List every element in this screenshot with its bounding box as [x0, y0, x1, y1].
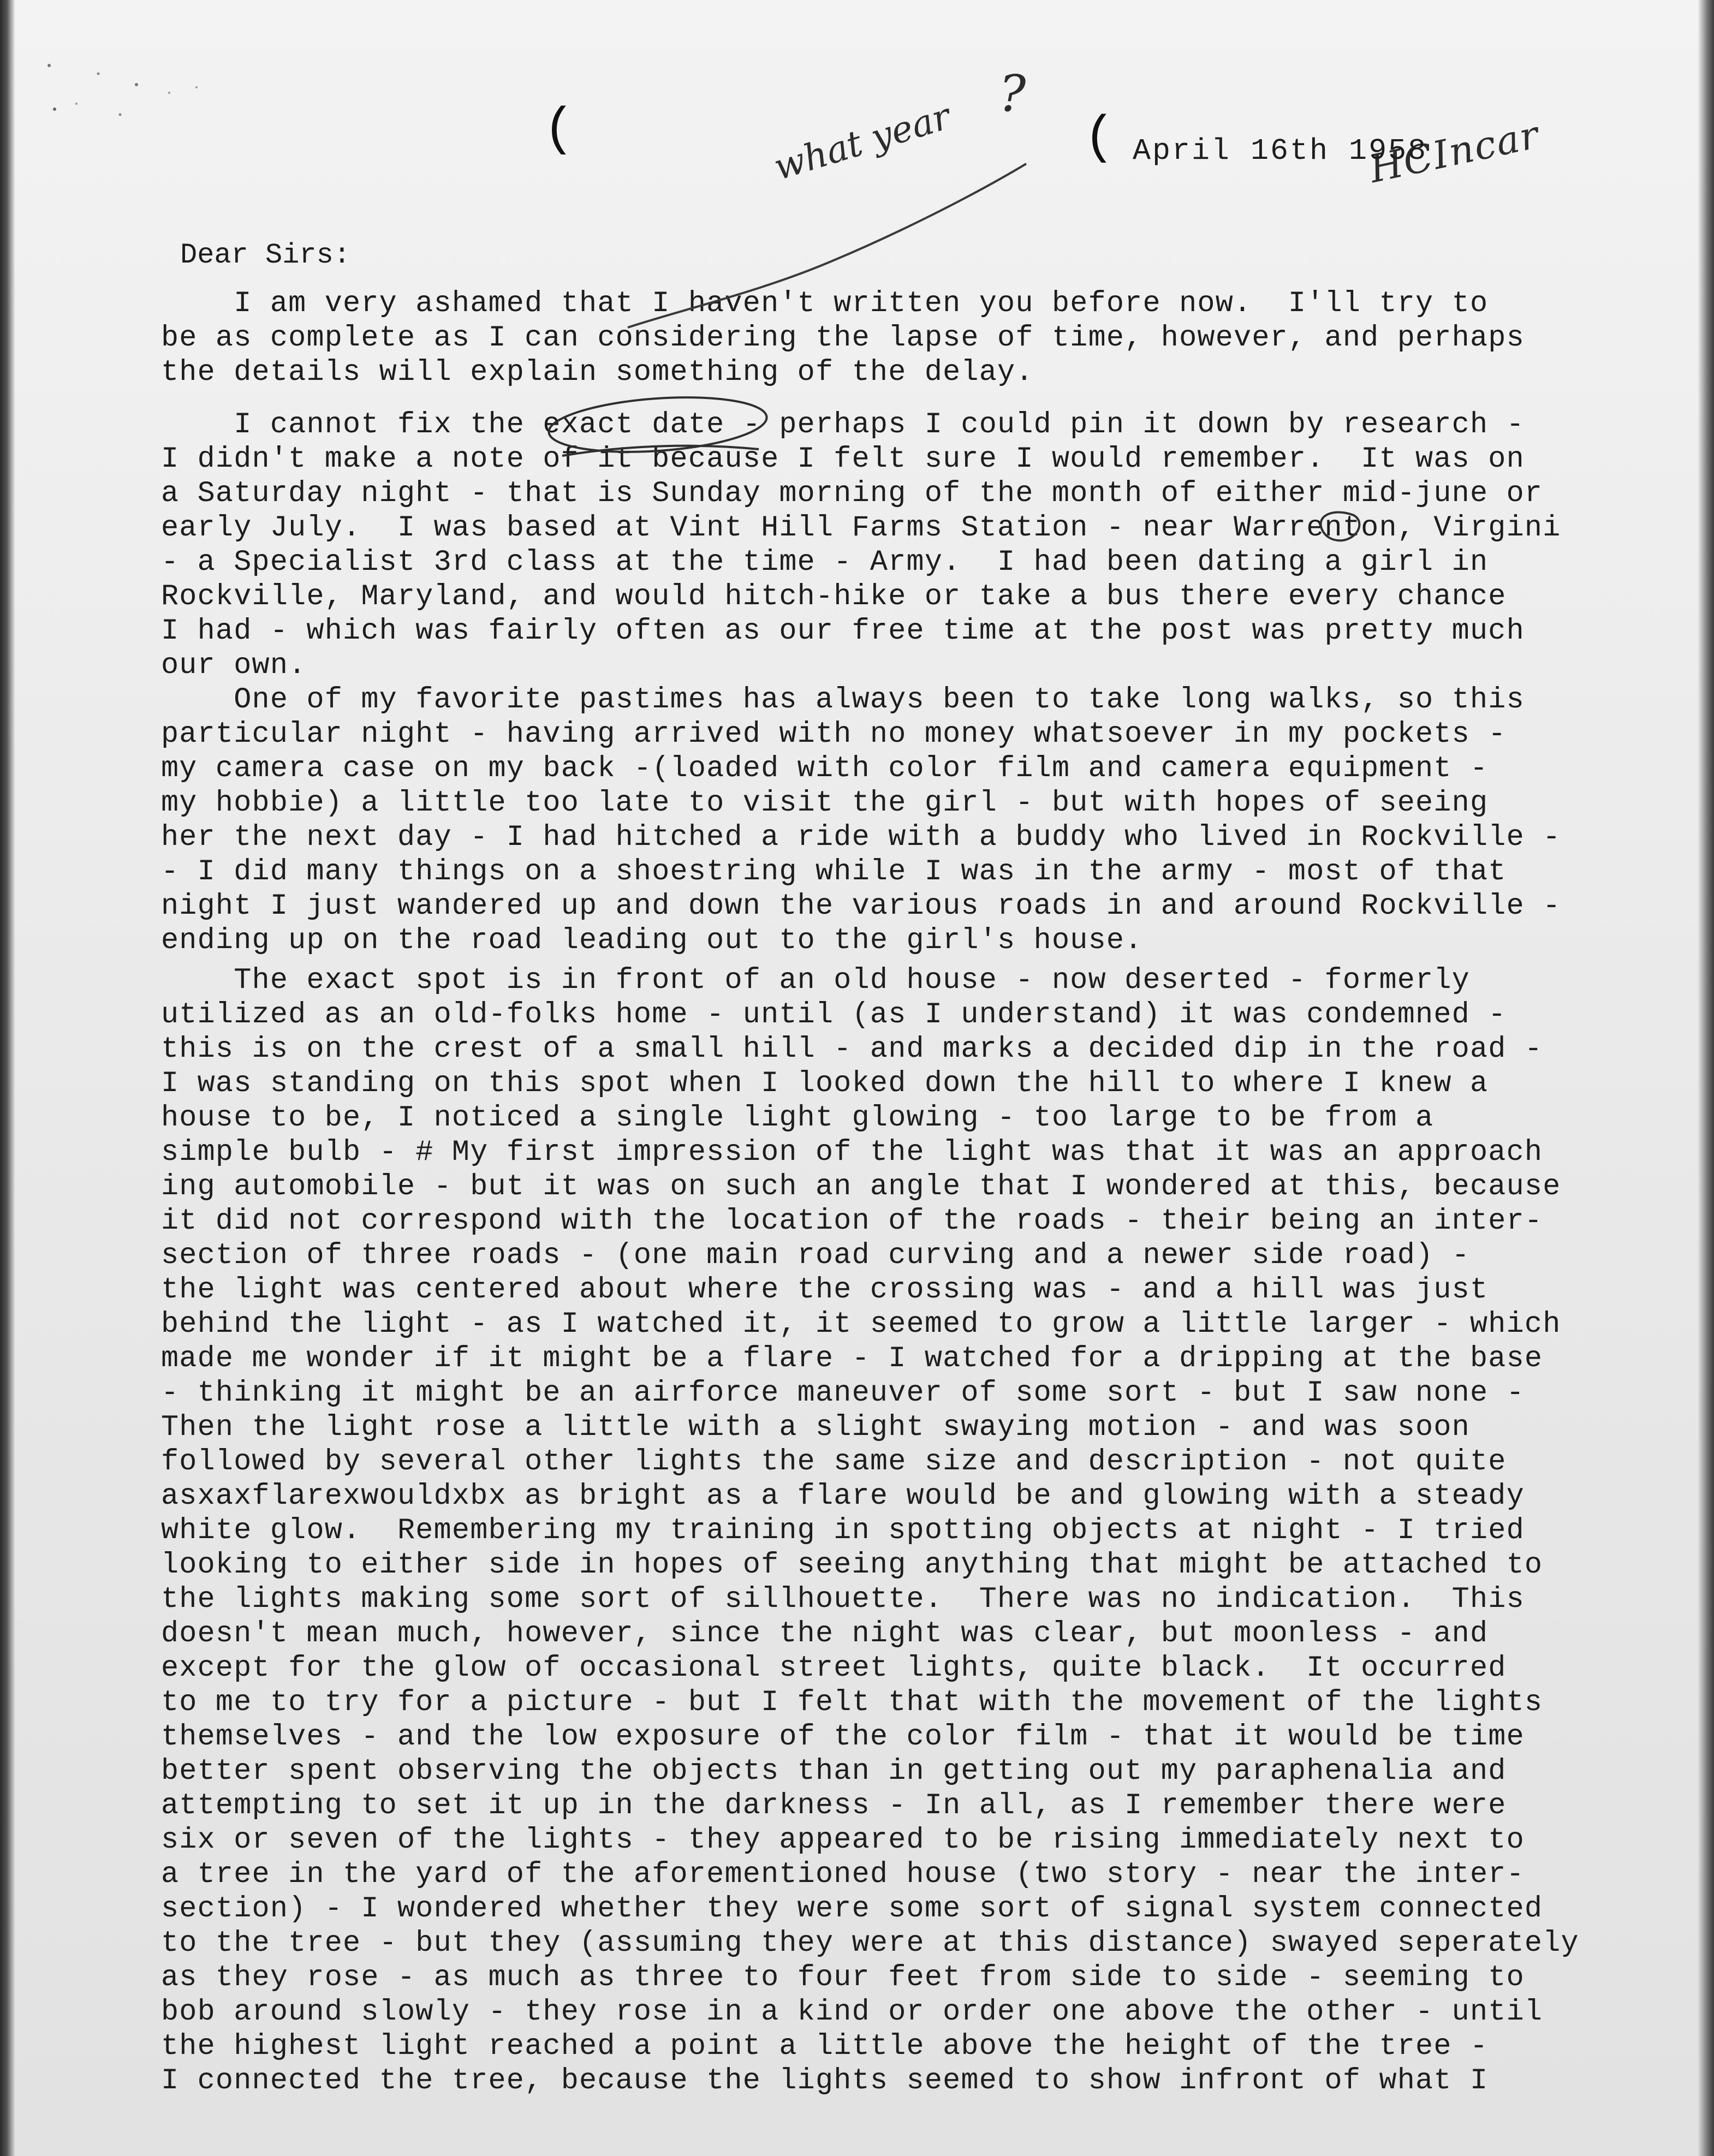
- text-line: One of my favorite pastimes has always been to take long walks, so this: [161, 683, 1525, 717]
- text-line: except for the glow of occasional street lights, quite black. It occurred: [161, 1652, 1507, 1685]
- open-paren-right: (: [1084, 108, 1115, 168]
- text-line: The exact spot is in front of an old house - now deserted - formerly: [161, 964, 1470, 997]
- text-line: this is on the crest of a small hill - and marks a decided dip in the road -: [161, 1033, 1543, 1066]
- text-line: a tree in the yard of the aforementioned house (two story - near the inter-: [161, 1858, 1525, 1891]
- text-line: followed by several other lights the same size and description - not quite: [161, 1445, 1507, 1479]
- text-line: my camera case on my back -(loaded with color film and camera equipment -: [161, 752, 1489, 785]
- handwritten-reference: HCIncar: [1365, 112, 1544, 192]
- text-line: night I just wandered up and down the various roads in and around Rockville -: [161, 890, 1561, 923]
- text-line: I didn't make a note of it because I felt sure I would remember. It was on: [161, 443, 1525, 476]
- annotation-line: [628, 164, 1026, 327]
- open-paren-left: (: [543, 100, 575, 159]
- text-line: I connected the tree, because the lights seemed to show infront of what I: [161, 2064, 1489, 2098]
- text-line: be as complete as I can considering the lapse of time, however, and perhaps: [161, 321, 1525, 355]
- text-line: section) - I wondered whether they were some sort of signal system connected: [161, 1892, 1543, 1926]
- text-line: ending up on the road leading out to the girl's house.: [161, 924, 1143, 957]
- text-line: ing automobile - but it was on such an angle that I wondered at this, because: [161, 1170, 1561, 1204]
- text-line: particular night - having arrived with no money whatsoever in my pockets -: [161, 718, 1507, 751]
- text-line: it did not correspond with the location of the roads - their being an inter-: [161, 1205, 1543, 1238]
- text-line: made me wonder if it might be a flare - I watched for a dripping at the base: [161, 1342, 1543, 1375]
- text-line: I was standing on this spot when I looked down the hill to where I knew a: [161, 1067, 1489, 1100]
- text-line: behind the light - as I watched it, it seemed to grow a little larger - which: [161, 1308, 1561, 1341]
- text-line: I had - which was fairly often as our free time at the post was pretty much: [161, 615, 1525, 648]
- text-line: attempting to set it up in the darkness - In all, as I remember there were: [161, 1789, 1507, 1823]
- text-line: white glow. Remembering my training in spotting objects at night - I tried: [161, 1514, 1525, 1547]
- text-line: I am very ashamed that I haven't written you before now. I'll try to: [161, 287, 1489, 320]
- text-line: section of three roads - (one main road curving and a newer side road) -: [161, 1239, 1470, 1272]
- text-line: the lights making some sort of sillhouette. There was no indication. This: [161, 1583, 1525, 1616]
- text-line: asxaxflarexwouldxbx as bright as a flare would be and glowing with a steady: [161, 1480, 1525, 1513]
- text-line: simple bulb - # My first impression of the light was that it was an approach: [161, 1136, 1543, 1169]
- handwritten-annotation: what year: [769, 95, 955, 189]
- warrenton-circle: [1321, 513, 1360, 541]
- text-line: Rockville, Maryland, and would hitch-hike or take a bus there every chance: [161, 580, 1507, 614]
- letter-date: April 16th 1958: [1133, 134, 1428, 168]
- text-line: house to be, I noticed a single light glowing - too large to be from a: [161, 1101, 1434, 1135]
- text-line: a Saturday night - that is Sunday morning of the month of either mid-june or: [161, 477, 1543, 510]
- text-line: to the tree - but they (assuming they were at this distance) swayed seperately: [161, 1927, 1579, 1960]
- text-line: my hobbie) a little too late to visit the girl - but with hopes of seeing: [161, 787, 1489, 820]
- text-line: utilized as an old-folks home - until (as I understand) it was condemned -: [161, 998, 1507, 1032]
- salutation: Dear Sirs:: [180, 239, 351, 271]
- text-line: - a Specialist 3rd class at the time - Army. I had been dating a girl in: [161, 546, 1489, 579]
- text-line: the highest light reached a point a little above the height of the tree -: [161, 2030, 1489, 2063]
- text-line: themselves - and the low exposure of the color film - that it would be time: [161, 1720, 1525, 1754]
- text-line: doesn't mean much, however, since the night was clear, but moonless - and: [161, 1617, 1489, 1651]
- text-line: her the next day - I had hitched a ride with a buddy who lived in Rockville -: [161, 821, 1561, 854]
- text-line: Then the light rose a little with a slight swaying motion - and was soon: [161, 1411, 1470, 1444]
- text-line: - thinking it might be an airforce maneuver of some sort - but I saw none -: [161, 1377, 1525, 1410]
- text-line: I cannot fix the exact date - perhaps I could pin it down by research -: [161, 408, 1525, 442]
- text-line: to me to try for a picture - but I felt that with the movement of the lights: [161, 1686, 1543, 1719]
- text-line: as they rose - as much as three to four feet from side to side - seeming to: [161, 1961, 1525, 1994]
- text-line: early July. I was based at Vint Hill Farms Station - near Warrenton, Virgini: [161, 511, 1561, 545]
- text-line: six or seven of the lights - they appeared to be rising immediately next to: [161, 1824, 1525, 1857]
- text-line: the light was centered about where the crossing was - and a hill was just: [161, 1273, 1489, 1307]
- text-line: bob around slowly - they rose in a kind or order one above the other - until: [161, 1996, 1543, 2029]
- text-line: - I did many things on a shoestring while I was in the army - most of that: [161, 855, 1507, 889]
- handwritten-question-mark: ?: [999, 64, 1026, 123]
- text-line: looking to either side in hopes of seeing anything that might be attached to: [161, 1548, 1543, 1582]
- text-line: better spent observing the objects than in getting out my paraphenalia and: [161, 1755, 1507, 1788]
- text-line: the details will explain something of the delay.: [161, 356, 1034, 389]
- text-line: our own.: [161, 649, 307, 682]
